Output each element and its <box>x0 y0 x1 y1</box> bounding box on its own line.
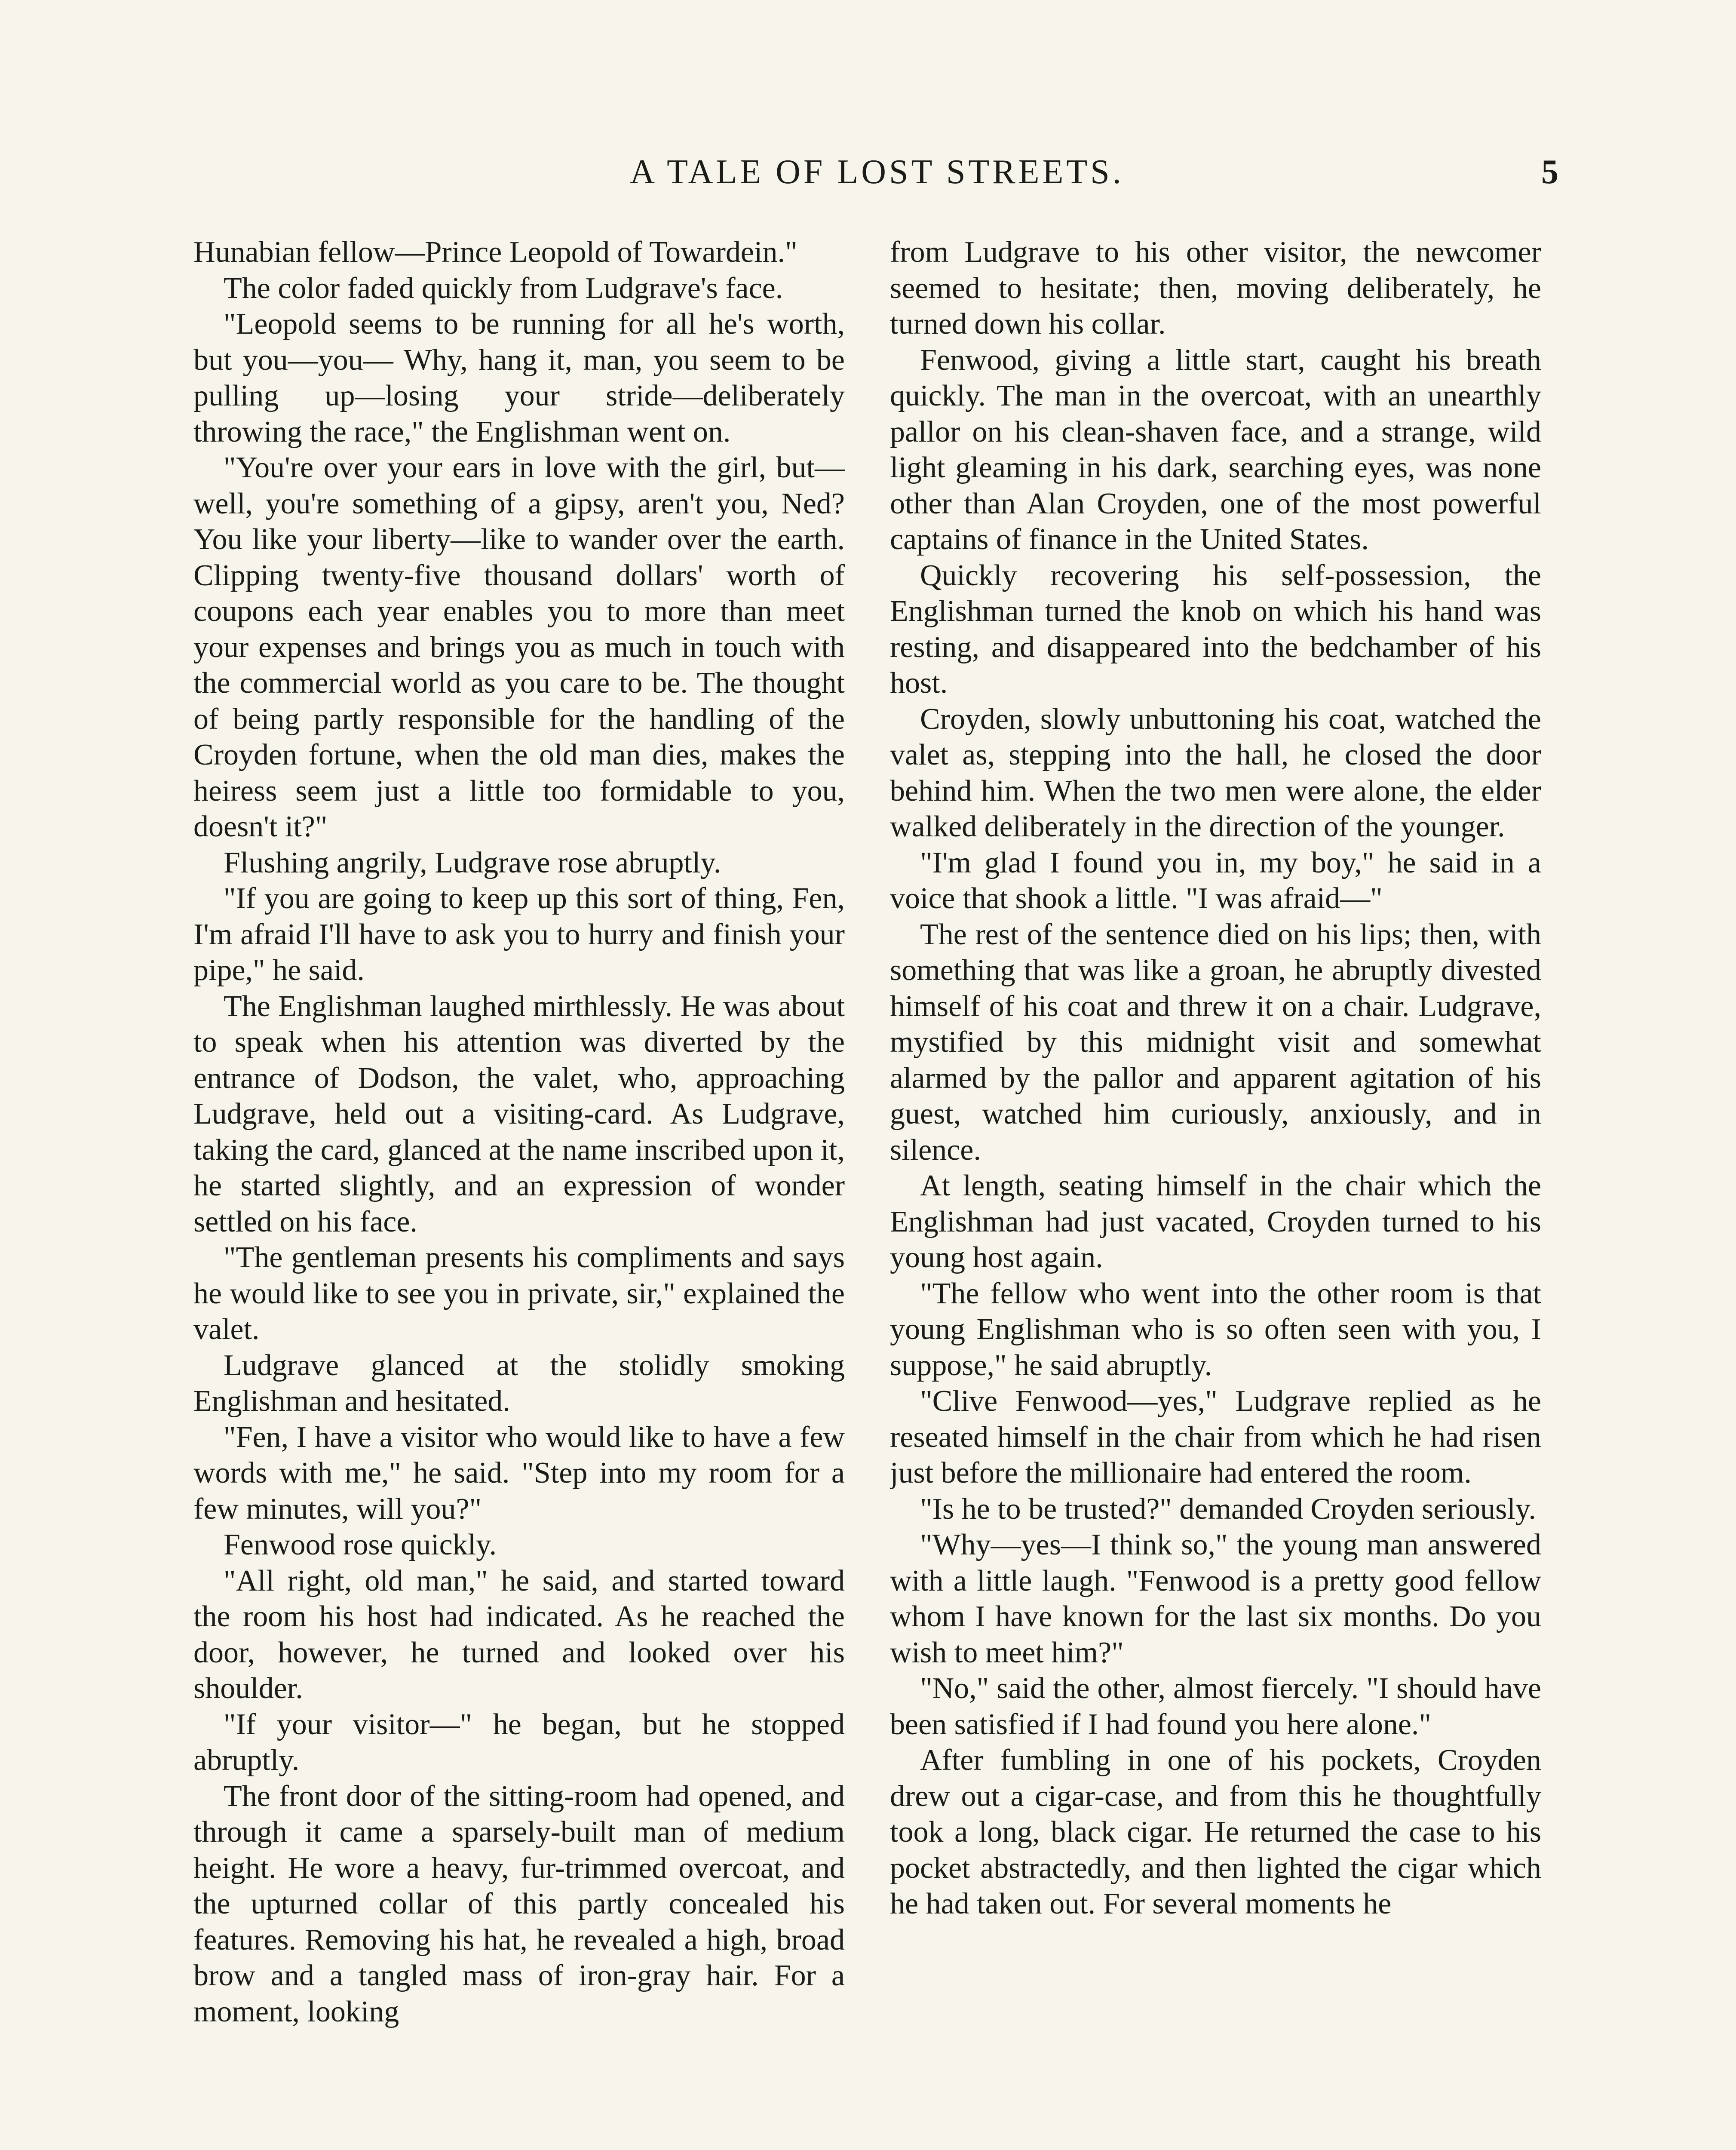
paragraph: "If your visitor—" he began, but he stopped abruptly. <box>193 1708 845 1777</box>
paragraph: Fenwood, giving a little start, caught his breath quickly. The man in the overcoat, with an unearthly pallor on his clean-shaven face, and a strange, wild light gleaming in his dark, searching eyes, was none other than Alan Croyden, one of the most powerful captains of finance in the United States. <box>890 343 1541 556</box>
left-column <box>193 234 845 2150</box>
right-column <box>890 234 1541 2150</box>
paragraph: "Fen, I have a visitor who would like to have a few words with me," he said. "Step into my room for a few minutes, will you?" <box>193 1420 845 1526</box>
paragraph: "Is he to be trusted?" demanded Croyden seriously. <box>920 1492 1536 1526</box>
paragraph: After fumbling in one of his pockets, Croyden drew out a cigar-case, and from this he thoughtfully took a long, black cigar. He returned the case to his pocket abstractedly, and then lighted the cigar which he had taken out. For several moments he <box>890 1744 1541 1920</box>
paragraph: Quickly recovering his self-possession, the Englishman turned the knob on which his hand was resting, and disappeared into the bedchamber of his host. <box>890 559 1541 700</box>
page-number: 5 <box>1541 153 1558 191</box>
paragraph: At length, seating himself in the chair which the Englishman had just vacated, Croyden turned to his young host again. <box>890 1169 1541 1274</box>
paragraph: "All right, old man," he said, and started toward the room his host had indicated. As he reached the door, however, he turned and looked over his shoulder. <box>193 1564 845 1705</box>
paragraph: "If you are going to keep up this sort of thing, Fen, I'm afraid I'll have to ask you to hurry and finish your pipe," he said. <box>193 882 845 987</box>
paragraph: "The fellow who went into the other room is that young Englishman who is so often seen with you, I suppose," he said abruptly. <box>890 1277 1541 1382</box>
paragraph: "Why—yes—I think so," the young man answered with a little laugh. "Fenwood is a pretty good fellow whom I have known for the last six months. Do you wish to meet him?" <box>890 1528 1541 1669</box>
paragraph: from Ludgrave to his other visitor, the newcomer seemed to hesitate; then, moving deliberately, he turned down his collar. <box>890 236 1541 341</box>
paragraph: The color faded quickly from Ludgrave's face. <box>224 271 783 305</box>
running-header <box>196 146 1558 198</box>
paragraph: Fenwood rose quickly. <box>224 1528 497 1561</box>
paragraph: The front door of the sitting-room had opened, and through it came a sparsely-built man of medium height. He wore a heavy, fur-trimmed overcoat, and the upturned collar of this partly concealed his features. Removing his hat, he revealed a high, broad brow and a tangled mass of iron-gray hair. For a moment, looking <box>193 1779 845 2028</box>
paragraph: The rest of the sentence died on his lips; then, with something that was like a groan, he abruptly divested himself of his coat and threw it on a chair. Ludgrave, mystified by this midnight visit and somewhat alarmed by the pallor and apparent agitation of his guest, watched him curiously, anxiously, and in silence. <box>890 918 1541 1167</box>
page-title: A TALE OF LOST STREETS. <box>630 153 1124 191</box>
paragraph: Ludgrave glanced at the stolidly smoking Englishman and hesitated. <box>193 1348 845 1418</box>
paragraph: "The gentleman presents his compliments and says he would like to see you in private, sir," explained the valet. <box>193 1241 845 1346</box>
paragraph: The Englishman laughed mirthlessly. He was about to speak when his attention was diverted by the entrance of Dodson, the valet, who, approaching Ludgrave, held out a visiting-card. As Ludgrave, taking the card, glanced at the name inscribed upon it, he started slightly, and an expression of wonder settled on his face. <box>193 989 845 1238</box>
paragraph: "I'm glad I found you in, my boy," he said in a voice that shook a little. "I was afraid—" <box>890 846 1541 915</box>
paragraph: Croyden, slowly unbuttoning his coat, watched the valet as, stepping into the hall, he closed the door behind him. When the two men were alone, the elder walked deliberately in the direction of the younger. <box>890 702 1541 843</box>
paragraph: Hunabian fellow—Prince Leopold of Towardein." <box>193 236 797 269</box>
paragraph: Flushing angrily, Ludgrave rose abruptly. <box>224 846 721 879</box>
paragraph: "You're over your ears in love with the girl, but—well, you're something of a gipsy, aren't you, Ned? You like your liberty—like to wander over the earth. Clipping twenty-five thousand dollars' worth of coupons each year enables you to more than meet your expenses and brings you as much in touch with the commercial world as you care to be. The thought of being partly responsible for the handling of the Croyden fortune, when the old man dies, makes the heiress seem just a little too formidable to you, doesn't it?" <box>193 451 845 843</box>
paragraph: "Leopold seems to be running for all he's worth, but you—you— Why, hang it, man, you seem to be pulling up—losing your stride—deliberately throwing the race," the Englishman went on. <box>193 307 845 448</box>
paragraph: "No," said the other, almost fiercely. "I should have been satisfied if I had found you here alone." <box>890 1672 1541 1741</box>
paragraph: "Clive Fenwood—yes," Ludgrave replied as he reseated himself in the chair from which he had risen just before the millionaire had entered the room. <box>890 1385 1541 1490</box>
